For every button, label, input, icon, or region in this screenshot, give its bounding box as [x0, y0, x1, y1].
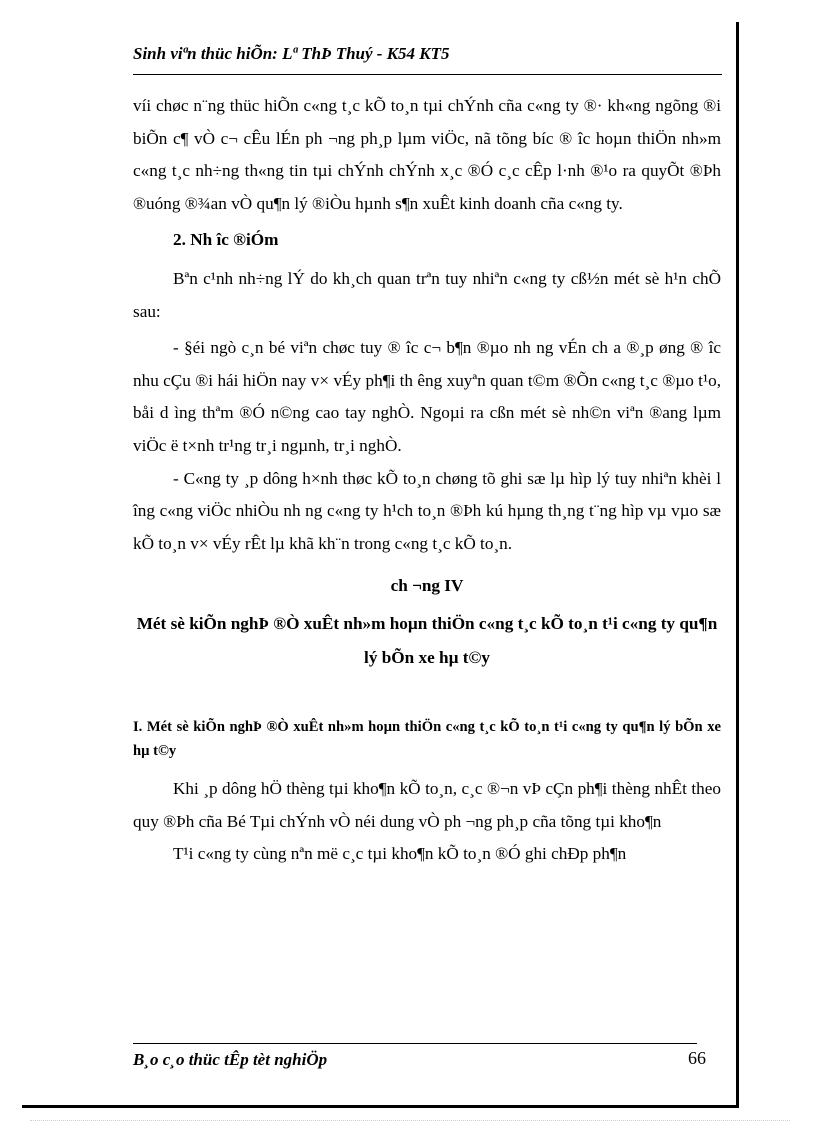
paragraph-company-accounts: T¹i c«ng ty cùng nªn më c¸c tµi kho¶n kÕ to¸n ®Ó ghi chÐp ph¶n: [173, 844, 627, 864]
section-heading-recommendations: I. Mét sè kiÕn nghÞ ®Ò xuÊt nh»m hoµn thiÖn c«ng t¸c kÕ to¸n t¹i c«ng ty qu¶n lý bÕn xe hµ t©y: [133, 718, 721, 759]
paragraph-intro-weaknesses: Bªn c¹nh nh÷ng lÝ do kh¸ch quan trªn tuy nhiªn c«ng ty cß½n mét sè h¹n chÕ sau:: [133, 268, 721, 321]
paragraph-continued: víi chøc n¨ng thüc hiÕn c«ng t¸c kÕ to¸n tµi chÝnh cña c«ng ty ®· kh«ng ngõng ®i biÕn c¶ vÒ c¬ cÊu lÉn ph ¬ng ph¸p lµm viÖc, nã tõng bíc ® îc hoµn thiÖn nh»m c«ng t¸c nh÷ng th«ng tin tµi chÝnh chÝnh x¸c ®Ó c¸c cÊp l·nh ®¹o ra quyÕt ®Þh ®uóng ®¾an vÒ qu¶n lý ®iÒu hµnh s¶n xuÊt kinh doanh cña c«ng ty.: [133, 96, 721, 213]
chapter-title: Mét sè kiÕn nghÞ ®Ò xuÊt nh»m hoµn thiÖn c«ng t¸c kÕ to¸n t¹i c«ng ty qu¶n lý bÕn xe hµ t©y: [136, 613, 718, 667]
paragraph-account-system: Khi ¸p dông hÖ thèng tµi kho¶n kÕ to¸n, c¸c ®¬n vÞ cÇn ph¶i thèng nhÊt theo quy ®Þh cña Bé Tµi chÝnh vÒ néi dung vÒ ph ¬ng ph¸p cña tõng tµi kho¶n: [133, 778, 721, 831]
page-border-right: [736, 22, 739, 1107]
paragraph-weakness-accounting: - C«ng ty ¸p dông h×nh thøc kÕ to¸n chøng tõ ghi sæ lµ hìp lý tuy nhiªn khèi l îng c«ng viÖc nhiÒu nh ng c«ng ty h¹ch to¸n ®Þh kú hµng th¸ng t¨ng hìp vµ vµo sæ kÕ to¸n v× vÉy rÊt lµ khã kh¨n trong c«ng t¸c kÕ to¸n.: [133, 468, 721, 553]
page-edge-dots: [30, 1120, 790, 1121]
header-rule: [133, 74, 722, 75]
paragraph-weakness-staff: - §éi ngò c¸n bé viªn chøc tuy ® îc c¬ b¶n ®µo nh ng vÉn ch a ®¸p øng ® îc nhu cÇu ®i hái hiÖn nay v× vÉy ph¶i th êng xuyªn quan t©m ®Õn c«ng t¸c ®µo t¹o, båi d ìng thªm ®Ó n©ng cao tay nghÒ. Ngoµi ra cßn mét sè nh©n viªn ®ang lµm viÖc ë t×nh tr¹ng tr¸i ngµnh, tr¸i nghÒ.: [133, 338, 721, 455]
page-body: [133, 90, 721, 871]
page-number: 66: [688, 1048, 706, 1068]
section-heading-weaknesses: 2. Nh îc ®iÓm: [173, 230, 279, 250]
page-header: Sinh viªn thüc hiÕn: Lª ThÞ Thuý - K54 KT5: [133, 44, 450, 63]
page-footer: B¸o c¸o thüc tÊp tèt nghiÖp: [133, 1050, 328, 1069]
footer-rule: [133, 1043, 697, 1044]
page-border-bottom: [22, 1105, 739, 1108]
chapter-label: ch ¬ng IV: [390, 576, 464, 596]
